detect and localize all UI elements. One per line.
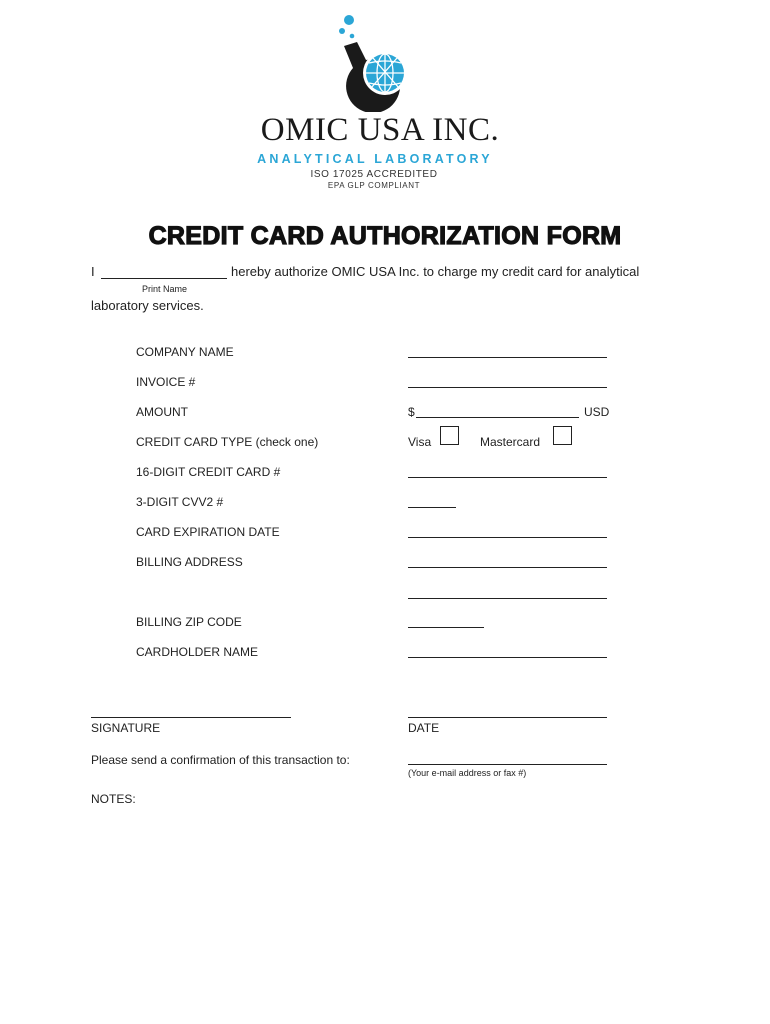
cvv-label: 3-DIGIT CVV2 # bbox=[136, 495, 224, 509]
company-name: OMIC USA INC. bbox=[260, 112, 500, 148]
amount-currency-symbol: $ bbox=[408, 405, 415, 419]
amount-currency-label: USD bbox=[584, 405, 610, 419]
billing-zip-label: BILLING ZIP CODE bbox=[136, 615, 242, 629]
company-name-label: COMPANY NAME bbox=[136, 345, 234, 359]
company-name-field[interactable] bbox=[408, 357, 607, 358]
mastercard-label: Mastercard bbox=[480, 435, 541, 449]
print-name-field[interactable] bbox=[101, 278, 227, 279]
confirmation-hint: (Your e-mail address or fax #) bbox=[408, 768, 527, 778]
visa-label: Visa bbox=[408, 435, 432, 449]
cardholder-field[interactable] bbox=[408, 657, 607, 658]
confirmation-text: Please send a confirmation of this transaction to: bbox=[91, 753, 350, 767]
cardholder-label: CARDHOLDER NAME bbox=[136, 645, 259, 659]
expiration-field[interactable] bbox=[408, 537, 607, 538]
billing-zip-field[interactable] bbox=[408, 627, 484, 628]
accreditation-text: ISO 17025 ACCREDITED bbox=[310, 169, 438, 180]
intro-continued: laboratory services. bbox=[91, 298, 204, 313]
invoice-field[interactable] bbox=[408, 387, 607, 388]
date-label: DATE bbox=[408, 721, 440, 735]
print-name-label: Print Name bbox=[142, 284, 188, 294]
card-type-label: CREDIT CARD TYPE (check one) bbox=[136, 435, 319, 449]
invoice-label: INVOICE # bbox=[136, 375, 196, 389]
cvv-field[interactable] bbox=[408, 507, 456, 508]
company-subtitle: ANALYTICAL LABORATORY bbox=[257, 152, 493, 166]
amount-field[interactable] bbox=[416, 417, 579, 418]
logo-flask-icon bbox=[325, 12, 425, 112]
billing-address-label: BILLING ADDRESS bbox=[136, 555, 243, 569]
signature-field[interactable] bbox=[91, 717, 291, 718]
visa-checkbox[interactable] bbox=[440, 426, 459, 445]
card-number-field[interactable] bbox=[408, 477, 607, 478]
billing-address-field-2[interactable] bbox=[408, 598, 607, 599]
intro-text: hereby authorize OMIC USA Inc. to charge my credit card for analytical bbox=[231, 264, 640, 279]
compliance-text: EPA GLP COMPLIANT bbox=[327, 181, 421, 190]
card-number-label: 16-DIGIT CREDIT CARD # bbox=[136, 465, 281, 479]
amount-label: AMOUNT bbox=[136, 405, 188, 419]
intro-prefix: I bbox=[91, 264, 95, 279]
billing-address-field-1[interactable] bbox=[408, 567, 607, 568]
form-title: CREDIT CARD AUTHORIZATION FORM bbox=[148, 222, 622, 250]
signature-label: SIGNATURE bbox=[91, 721, 161, 735]
notes-label: NOTES: bbox=[91, 792, 136, 806]
expiration-label: CARD EXPIRATION DATE bbox=[136, 525, 280, 539]
date-field[interactable] bbox=[408, 717, 607, 718]
mastercard-checkbox[interactable] bbox=[553, 426, 572, 445]
confirmation-field[interactable] bbox=[408, 764, 607, 765]
